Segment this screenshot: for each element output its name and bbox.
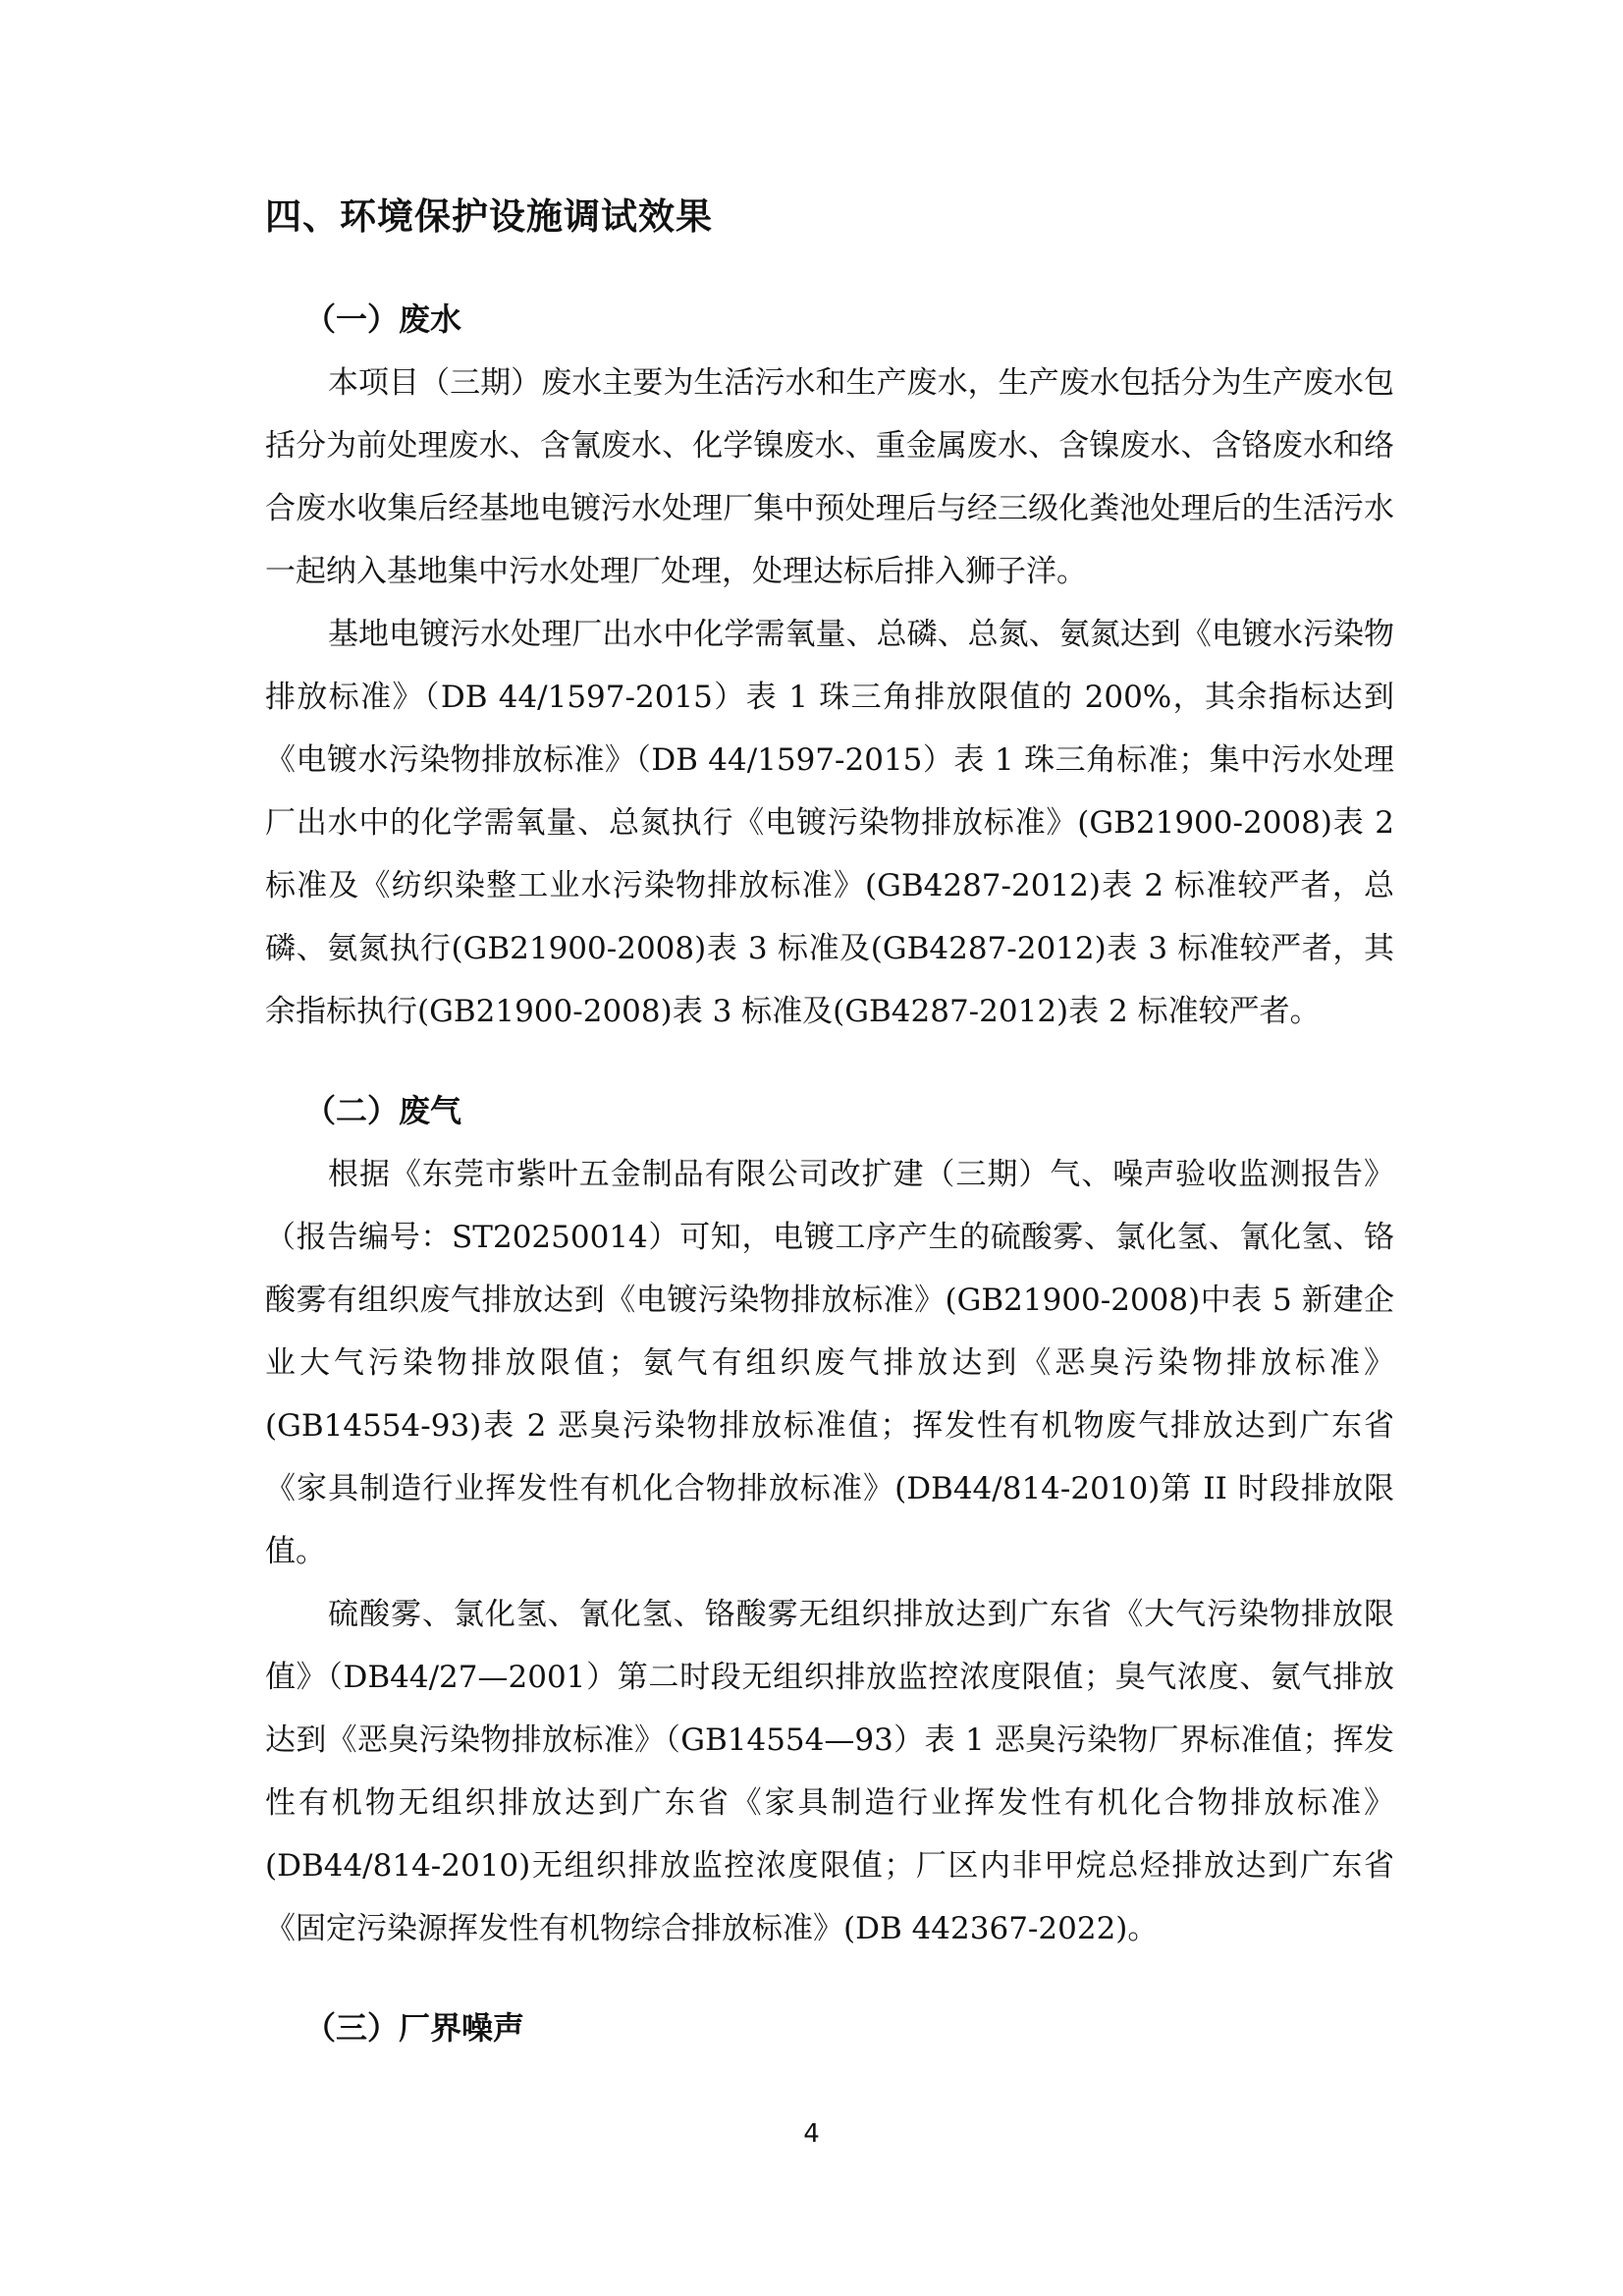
section-boundary-noise [265, 2003, 1394, 2052]
section-title: （二）废气 [304, 1092, 462, 1129]
section-wastewater [265, 295, 1394, 1043]
page-number: 4 [803, 2119, 820, 2149]
section-spacer [265, 1043, 1394, 1086]
section-title: （一）废水 [304, 301, 462, 338]
page-heading: 四、环境保护设施调试效果 [265, 194, 713, 238]
paragraph: 根据《东莞市紫叶五金制品有限公司改扩建（三期）气、噪声验收监测报告》（报告编号：ST20250014）可知，电镀工序产生的硫酸雾、氯化氢、氰化氢、铬酸雾有组织废气排放达到《电镀污染物排放标准》(GB21900-2008)中表 5 新建企业大气污染物排放限值；氨气有组织废气排放达到《恶臭污染物排放标准》(GB14554-93)表 2 恶臭污染物排放标准值；挥发性有机物废气排放达到广东省《家具制造行业挥发性有机化合物排放标准》(DB44/814-2010)第 II 时段排放限值。 [265, 1157, 1394, 1569]
paragraph: 基地电镀污水处理厂出水中化学需氧量、总磷、总氮、氨氮达到《电镀水污染物排放标准》（DB 44/1597-2015）表 1 珠三角排放限值的 200%，其余指标达到《电镀水污染物排放标准》（DB 44/1597-2015）表 1 珠三角标准；集中污水处理厂出水中的化学需氧量、总氮执行《电镀污染物排放标准》(GB21900-2008)表 2 标准及《纺织染整工业水污染物排放标准》(GB4287-2012)表 2 标准较严者，总磷、氨氮执行(GB21900-2008)表 3 标准及(GB4287-2012)表 3 标准较严者，其余指标执行(GB21900-2008)表 3 标准及(GB4287-2012)表 2 标准较严者。 [265, 617, 1394, 1029]
page-content [265, 187, 1394, 2060]
section-title: （三）厂界噪声 [304, 2009, 525, 2047]
section-exhaust-gas [265, 1086, 1394, 1960]
section-spacer [265, 1960, 1394, 2003]
paragraph: 本项目（三期）废水主要为生活污水和生产废水，生产废水包括分为生产废水包括分为前处理废水、含氰废水、化学镍废水、重金属废水、含镍废水、含铬废水和络合废水收集后经基地电镀污水处理厂集中预处理后与经三级化粪池处理后的生活污水一起纳入基地集中污水处理厂处理，处理达标后排入狮子洋。 [265, 365, 1394, 589]
paragraph: 硫酸雾、氯化氢、氰化氢、铬酸雾无组织排放达到广东省《大气污染物排放限值》（DB44/27—2001）第二时段无组织排放监控浓度限值；臭气浓度、氨气排放达到《恶臭污染物排放标准》（GB14554—93）表 1 恶臭污染物厂界标准值；挥发性有机物无组织排放达到广东省《家具制造行业挥发性有机化合物排放标准》(DB44/814-2010)无组织排放监控浓度限值；厂区内非甲烷总烃排放达到广东省《固定污染源挥发性有机物综合排放标准》(DB 442367-2022)。 [265, 1597, 1394, 1946]
